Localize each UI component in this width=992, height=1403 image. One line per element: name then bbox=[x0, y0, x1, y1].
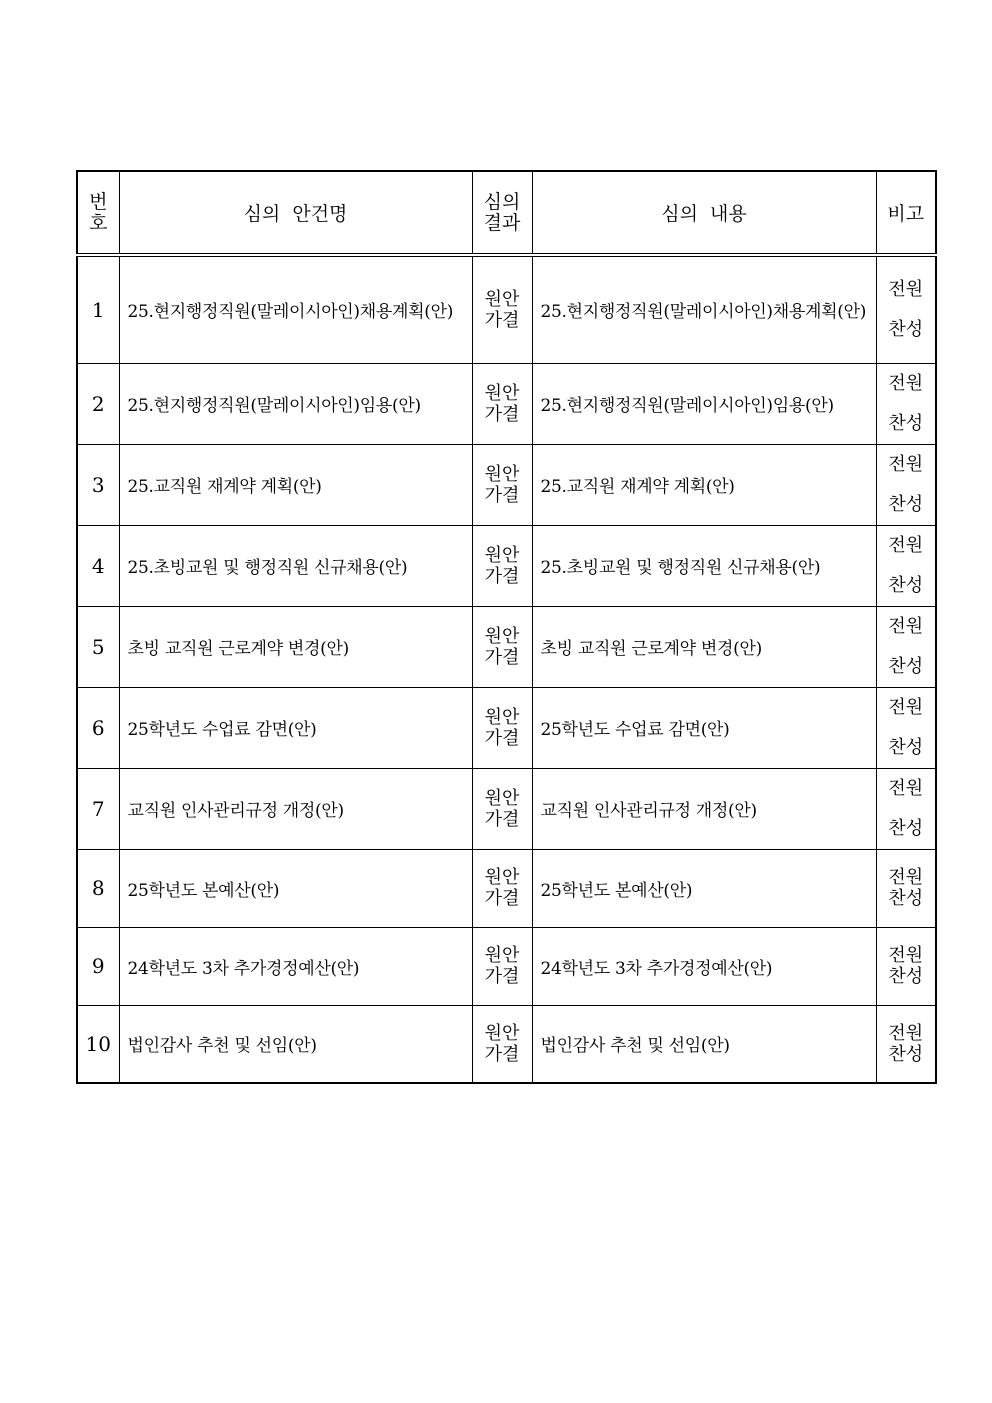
result-cell: 원안 가결 bbox=[472, 444, 532, 525]
row-number: 9 bbox=[77, 927, 119, 1005]
result-cell: 원안 가결 bbox=[472, 687, 532, 768]
agenda-title: 초빙 교직원 근로계약 변경(안) bbox=[119, 606, 472, 687]
agenda-title: 25.교직원 재계약 계획(안) bbox=[119, 444, 472, 525]
agenda-content: 25.현지행정직원(말레이시아인)채용계획(안) bbox=[532, 255, 876, 363]
result-cell: 원안 가결 bbox=[472, 525, 532, 606]
table-row bbox=[77, 444, 936, 525]
table-row bbox=[77, 687, 936, 768]
agenda-title: 25.현지행정직원(말레이시아인)채용계획(안) bbox=[119, 255, 472, 363]
result-cell: 원안 가결 bbox=[472, 1005, 532, 1083]
agenda-title: 법인감사 추천 및 선임(안) bbox=[119, 1005, 472, 1083]
table-row bbox=[77, 927, 936, 1005]
result-cell: 원안 가결 bbox=[472, 255, 532, 363]
agenda-content: 24학년도 3차 추가경정예산(안) bbox=[532, 927, 876, 1005]
header-row bbox=[77, 171, 936, 255]
agenda-content: 초빙 교직원 근로계약 변경(안) bbox=[532, 606, 876, 687]
header-content: 심의 내용 bbox=[532, 171, 876, 255]
agenda-content: 25.교직원 재계약 계획(안) bbox=[532, 444, 876, 525]
header-note: 비고 bbox=[876, 171, 936, 255]
note-cell: 전원 찬성 bbox=[876, 687, 936, 768]
agenda-content: 25.현지행정직원(말레이시아인)임용(안) bbox=[532, 363, 876, 444]
header-result: 심의 결과 bbox=[472, 171, 532, 255]
agenda-title: 교직원 인사관리규정 개정(안) bbox=[119, 768, 472, 849]
note-cell: 전원 찬성 bbox=[876, 768, 936, 849]
result-cell: 원안 가결 bbox=[472, 606, 532, 687]
agenda-title: 25.현지행정직원(말레이시아인)임용(안) bbox=[119, 363, 472, 444]
agenda-content: 25.초빙교원 및 행정직원 신규채용(안) bbox=[532, 525, 876, 606]
table-row bbox=[77, 768, 936, 849]
row-number: 7 bbox=[77, 768, 119, 849]
note-cell: 전원 찬성 bbox=[876, 849, 936, 927]
header-number: 번 호 bbox=[77, 171, 119, 255]
note-cell: 전원 찬성 bbox=[876, 255, 936, 363]
agenda-title: 24학년도 3차 추가경정예산(안) bbox=[119, 927, 472, 1005]
note-cell: 전원 찬성 bbox=[876, 927, 936, 1005]
row-number: 6 bbox=[77, 687, 119, 768]
note-cell: 전원 찬성 bbox=[876, 606, 936, 687]
table-row bbox=[77, 363, 936, 444]
table-row bbox=[77, 255, 936, 363]
row-number: 8 bbox=[77, 849, 119, 927]
row-number: 10 bbox=[77, 1005, 119, 1083]
agenda-content: 교직원 인사관리규정 개정(안) bbox=[532, 768, 876, 849]
table-row bbox=[77, 606, 936, 687]
result-cell: 원안 가결 bbox=[472, 768, 532, 849]
agenda-title: 25.초빙교원 및 행정직원 신규채용(안) bbox=[119, 525, 472, 606]
note-cell: 전원 찬성 bbox=[876, 444, 936, 525]
note-cell: 전원 찬성 bbox=[876, 1005, 936, 1083]
table-row bbox=[77, 525, 936, 606]
table-row bbox=[77, 1005, 936, 1083]
agenda-content: 25학년도 본예산(안) bbox=[532, 849, 876, 927]
agenda-title: 25학년도 본예산(안) bbox=[119, 849, 472, 927]
note-cell: 전원 찬성 bbox=[876, 525, 936, 606]
table-row bbox=[77, 849, 936, 927]
agenda-title: 25학년도 수업료 감면(안) bbox=[119, 687, 472, 768]
agenda-content: 25학년도 수업료 감면(안) bbox=[532, 687, 876, 768]
result-cell: 원안 가결 bbox=[472, 363, 532, 444]
row-number: 4 bbox=[77, 525, 119, 606]
row-number: 3 bbox=[77, 444, 119, 525]
result-cell: 원안 가결 bbox=[472, 927, 532, 1005]
deliberation-table bbox=[76, 170, 937, 1084]
header-title: 심의 안건명 bbox=[119, 171, 472, 255]
row-number: 2 bbox=[77, 363, 119, 444]
note-cell: 전원 찬성 bbox=[876, 363, 936, 444]
row-number: 5 bbox=[77, 606, 119, 687]
row-number: 1 bbox=[77, 255, 119, 363]
agenda-content: 법인감사 추천 및 선임(안) bbox=[532, 1005, 876, 1083]
result-cell: 원안 가결 bbox=[472, 849, 532, 927]
